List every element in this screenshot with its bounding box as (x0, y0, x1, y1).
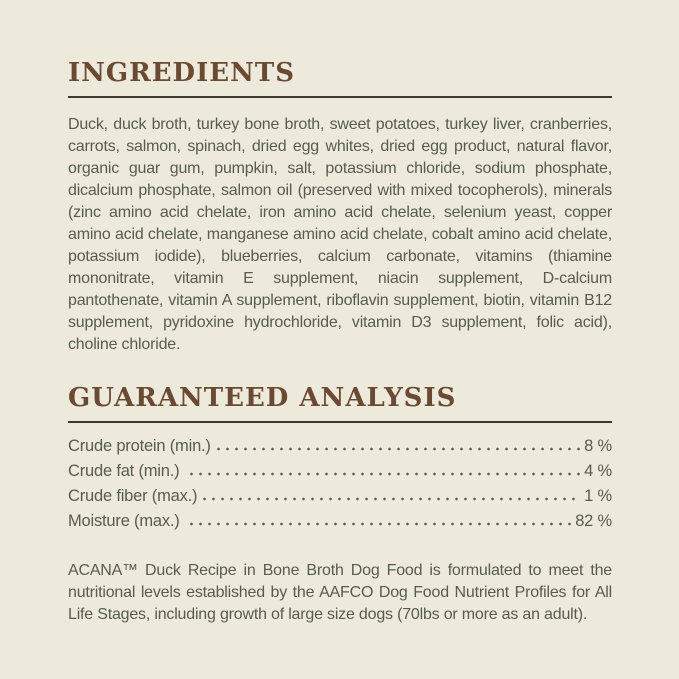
analysis-row-label: Moisture (max.) (68, 512, 184, 530)
analysis-row-crude-protein (68, 434, 612, 459)
analysis-row-label: Crude fiber (max.) (68, 487, 198, 505)
ingredients-section (68, 58, 612, 356)
analysis-row-value: 1 % (584, 487, 612, 505)
guaranteed-analysis-heading: GUARANTEED ANALYSIS (68, 383, 457, 413)
leader-dots (200, 497, 581, 501)
guaranteed-analysis-section (68, 383, 612, 534)
analysis-row-value: 4 % (584, 462, 612, 480)
analysis-row-value: 82 % (575, 512, 612, 530)
ingredients-heading: INGREDIENTS (68, 58, 295, 88)
analysis-table (68, 434, 612, 534)
ingredients-paragraph: Duck, duck broth, turkey bone broth, sweet potatoes, turkey liver, cranberries, carrots, salmon, spinach, dried egg whites, dried egg product, natural flavor, organic guar gum, pumpkin, salt, potassium chloride, sodium phosphate, dicalcium phosphate, salmon oil (preserved with mixed tocopherols), minerals (zinc amino acid chelate, iron amino acid chelate, selenium yeast, copper amino acid chelate, manganese amino acid chelate, cobalt amino acid chelate, potassium iodide), blueberries, calcium carbonate, vitamins (thiamine mononitrate, vitamin E supplement, niacin supplement, D-calcium pantothenate, vitamin A supplement, riboflavin supplement, biotin, vitamin B12 supplement, pyridoxine hydrochloride, vitamin D3 supplement, folic acid), choline chloride. (68, 116, 612, 353)
analysis-row-label: Crude protein (min.) (68, 437, 211, 455)
analysis-row-crude-fat (68, 459, 612, 484)
leader-dots (214, 447, 581, 451)
analysis-row-label: Crude fat (min.) (68, 462, 184, 480)
aafco-statement: ACANA™ Duck Recipe in Bone Broth Dog Food is formulated to meet the nutritional levels established by the AAFCO Dog Food Nutrient Profiles for All Life Stages, including growth of large size dogs (70lbs or more as an adult). (68, 562, 612, 623)
analysis-row-moisture (68, 509, 612, 534)
leader-dots (187, 472, 581, 476)
guaranteed-analysis-divider (68, 421, 612, 423)
ingredients-divider (68, 96, 612, 98)
analysis-row-value: 8 % (584, 437, 612, 455)
analysis-row-crude-fiber (68, 484, 612, 509)
leader-dots (187, 522, 572, 526)
